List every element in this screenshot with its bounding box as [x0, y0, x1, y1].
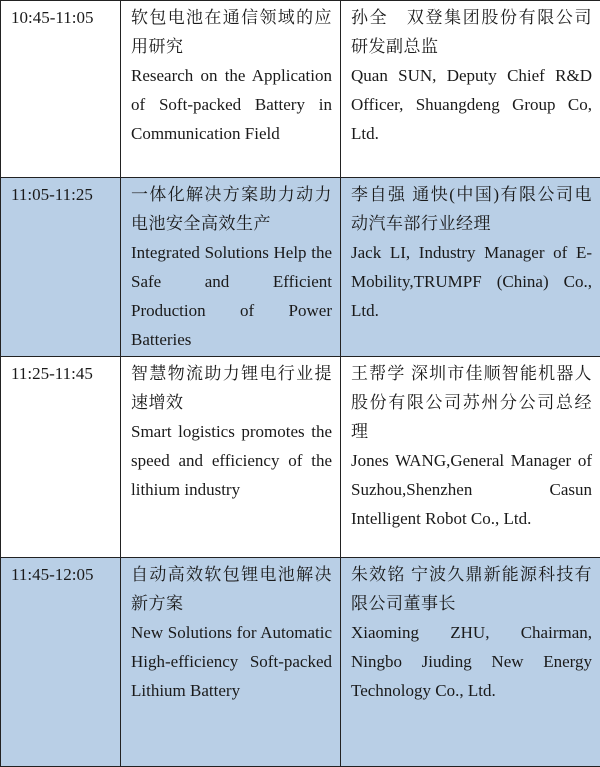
speaker-zh: 孙全 双登集团股份有限公司研发副总监 [351, 3, 592, 61]
speaker-zh: 朱效铭 宁波久鼎新能源科技有限公司董事长 [351, 560, 592, 618]
topic-cell [121, 178, 341, 357]
speaker-en: Jones WANG,General Manager of Suzhou,Shenzhen Casun Intelligent Robot Co., Ltd. [351, 446, 592, 533]
topic-cell [121, 558, 341, 767]
topic-title-en: Integrated Solutions Help the Safe and Efficient Production of Power Batteries [131, 238, 332, 354]
speaker-cell [341, 357, 600, 558]
agenda-row [1, 178, 600, 357]
time-slot: 11:45-12:05 [1, 558, 121, 767]
agenda-row [1, 1, 600, 178]
speaker-zh: 王帮学 深圳市佳顺智能机器人股份有限公司苏州分公司总经理 [351, 359, 592, 446]
topic-title-zh: 软包电池在通信领域的应用研究 [131, 3, 332, 61]
time-slot: 11:25-11:45 [1, 357, 121, 558]
speaker-en: Quan SUN, Deputy Chief R&D Officer, Shuangdeng Group Co, Ltd. [351, 61, 592, 148]
topic-title-zh: 自动高效软包锂电池解决新方案 [131, 560, 332, 618]
topic-cell [121, 1, 341, 178]
topic-title-en: New Solutions for Automatic High-efficiency Soft-packed Lithium Battery [131, 618, 332, 705]
topic-title-en: Smart logistics promotes the speed and efficiency of the lithium industry [131, 417, 332, 504]
agenda-row [1, 357, 600, 558]
agenda-row [1, 558, 600, 767]
speaker-en: Xiaoming ZHU, Chairman, Ningbo Jiuding New Energy Technology Co., Ltd. [351, 618, 592, 705]
time-slot: 10:45-11:05 [1, 1, 121, 178]
topic-title-zh: 一体化解决方案助力动力电池安全高效生产 [131, 180, 332, 238]
speaker-en: Jack LI, Industry Manager of E-Mobility,TRUMPF (China) Co., Ltd. [351, 238, 592, 325]
time-slot: 11:05-11:25 [1, 178, 121, 357]
topic-title-zh: 智慧物流助力锂电行业提速增效 [131, 359, 332, 417]
topic-cell [121, 357, 341, 558]
speaker-cell [341, 178, 600, 357]
speaker-cell [341, 558, 600, 767]
speaker-cell [341, 1, 600, 178]
speaker-zh: 李自强 通快(中国)有限公司电动汽车部行业经理 [351, 180, 592, 238]
topic-title-en: Research on the Application of Soft-packed Battery in Communication Field [131, 61, 332, 148]
